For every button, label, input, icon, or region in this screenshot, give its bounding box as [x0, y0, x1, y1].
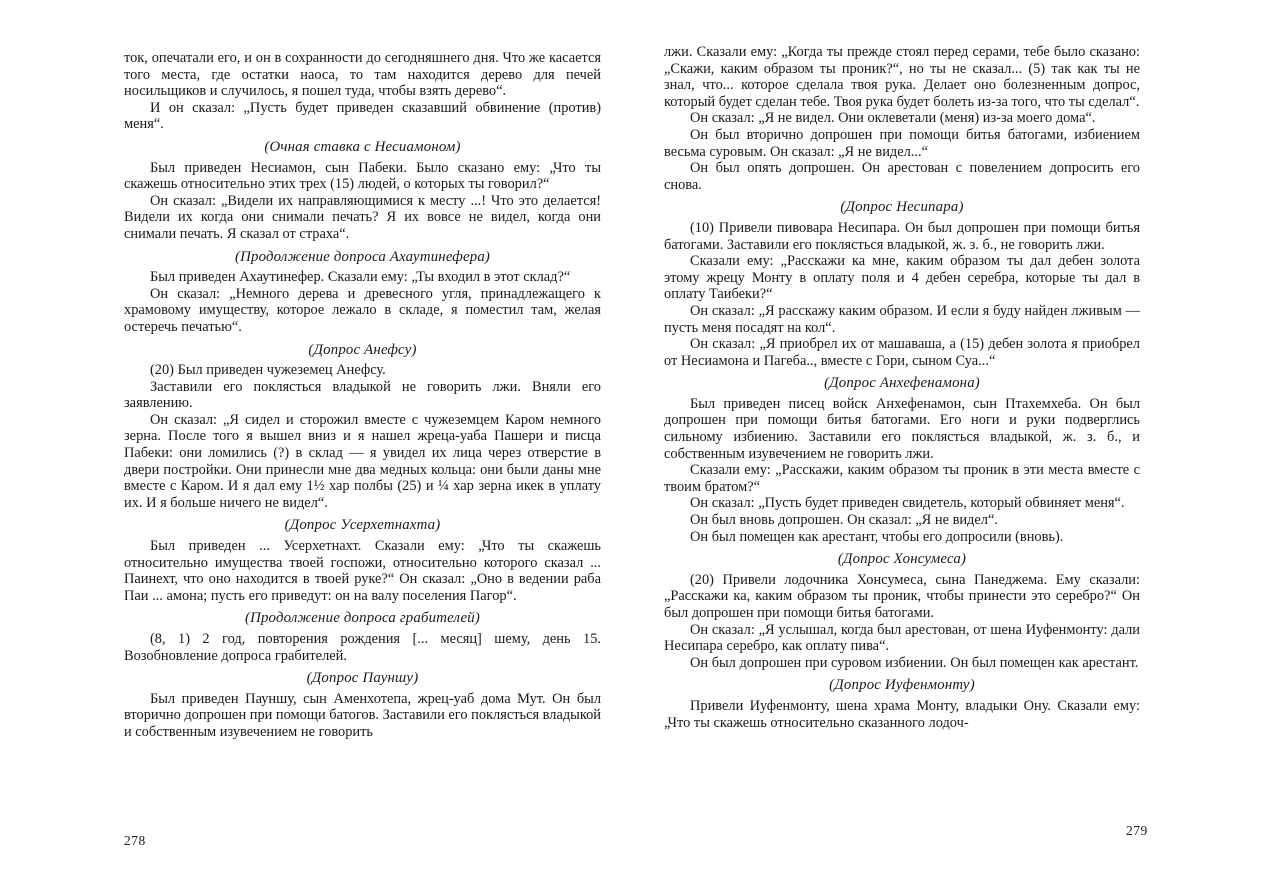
- left-page-text: [124, 50, 601, 741]
- paragraph: Он сказал: „Немного дерева и древесного угля, принадлежащего к храмовому имуществу, которое лежало в складе, я поместил там, желая остеречь печатью“.: [124, 285, 601, 335]
- paragraph: (20) Был приведен чужеземец Анефсу.: [150, 362, 386, 379]
- section-heading: (Допрос Пауншу): [306, 670, 419, 687]
- paragraph: Он сказал: „Пусть будет приведен свидетель, который обвиняет меня“.: [690, 495, 1125, 512]
- paragraph: Заставили его поклясться владыкой не говорить лжи. Вняли его заявлению.: [124, 378, 601, 412]
- paragraph: Он сказал: „Я сидел и сторожил вместе с чужеземцем Каром немного зерна. После того я вышел вниз и я нашел жреца-уаба Пашери и писца Пабеки: они ломились (?) в склад — я увидел их лица через отверстие в двери постройки. Они принесли мне два медных кольца: они были даны мне вместе с Каром. И я дал ему 1½ хар полбы (25) и ¼ хар зерна икек в уплату их. И я больше ничего не видел“.: [124, 411, 601, 511]
- paragraph: ток, опечатали его, и он в сохранности до сегодняшнего дня. Что же касается того места, где остатки наоса, то там находится дерево для печей носильщиков и случилось, я пошел туда, чтобы взять дерево“.: [124, 50, 601, 100]
- paragraph: Он был вторично допрошен при помощи битья батогами, избиением весьма суровым. Он сказал: „Я не видел...“: [664, 126, 1140, 160]
- paragraph: Он сказал: „Видели их направляющимися к месту ...! Что это делается! Видели их когда они снимали печать? Я их вовсе не видел, когда они снимали печать. Я сказал от страха“.: [124, 192, 601, 242]
- paragraph: Был приведен писец войск Анхефенамон, сын Птахемхеба. Он был допрошен при помощи битья батогами. Его ноги и руки подверглись сильному избиению. Заставили его поклясться владыкой, ж. з. б., и собственным изувечением не говорить лжи.: [664, 395, 1140, 462]
- page-number-left: 278: [124, 833, 146, 848]
- paragraph: Он был опять допрошен. Он арестован с повелением допросить его снова.: [664, 160, 1140, 193]
- section-heading: (Допрос Анхефенамона): [824, 375, 980, 392]
- paragraph: Он был вновь допрошен. Он сказал: „Я не видел“.: [690, 512, 998, 529]
- section-heading: (Допрос Анефсу): [308, 341, 417, 358]
- paragraph: Он сказал: „Я услышал, когда был арестован, от шена Иуфенмонту: дали Несипара серебро, как оплату пива“.: [664, 621, 1140, 655]
- paragraph: Он сказал: „Я не видел. Они оклеветали (меня) из-за моего дома“.: [690, 110, 1096, 127]
- paragraph: И он сказал: „Пусть будет приведен сказавший обвинение (против) меня“.: [124, 99, 601, 133]
- paragraph: Он сказал: „Я расскажу каким образом. И если я буду найден лживым — пусть меня посадят на кол“.: [664, 302, 1140, 336]
- section-heading: (Очная ставка с Несиамоном): [264, 138, 461, 155]
- section-heading: (Допрос Хонсумеса): [837, 551, 967, 568]
- paragraph: лжи. Сказали ему: „Когда ты прежде стоял перед серами, тебе было сказано: „Скажи, каким образом ты проник?“, но ты не сказал... (5) так как ты не знал, что... которое сделала твоя рука. Делает оно болезненным допрос, который будет сделан тебе. Твоя рука будет болеть из-за того, что ты сделал“.: [664, 44, 1140, 110]
- section-heading: (Допрос Усерхетнахта): [284, 517, 441, 534]
- page-number-right: 279: [1126, 823, 1148, 838]
- section-heading: (Продолжение допроса грабителей): [244, 610, 481, 627]
- paragraph: (20) Привели лодочника Хонсумеса, сына Панеджема. Ему сказали: „Расскажи ка, каким образом ты проник, чтобы принести это серебро?“ Он был допрошен при помощи битья батогами.: [664, 571, 1140, 621]
- paragraph: Сказали ему: „Расскажи ка мне, каким образом ты дал дебен золота этому жрецу Монту в оплату поля и 4 дебен серебра, которые ты дал в оплату Таибеки?“: [664, 253, 1140, 303]
- right-page: [632, 0, 1263, 893]
- paragraph: Привели Иуфенмонту, шена храма Монту, владыки Ону. Сказали ему: „Что ты скажешь относительно сказанного лодоч-: [664, 697, 1140, 731]
- paragraph: Был приведен ... Усерхетнахт. Сказали ему: „Что ты скажешь относительно имущества твоей госпожи, относительно которого сказал ... Паинехт, что оно находится в твоей руке?“ Он сказал: „Оно в ведении раба Паи ... амона; пусть его приведут: он на валу поселения Пагор“.: [124, 538, 601, 604]
- paragraph: Был приведен Ахаутинефер. Сказали ему: „Ты входил в этот склад?“: [150, 269, 571, 286]
- right-page-text: [664, 44, 1140, 731]
- paragraph: Был приведен Несиамон, сын Пабеки. Было сказано ему: „Что ты скажешь относительно этих трех (15) людей, о которых ты говорил?“: [124, 159, 601, 193]
- section-heading: (Продолжение допроса Ахаутинефера): [234, 248, 491, 265]
- paragraph: (10) Привели пивовара Несипара. Он был допрошен при помощи битья батогами. Заставили его поклясться владыкой, ж. з. б., не говорить лжи.: [664, 219, 1140, 253]
- paragraph: Он был допрошен при суровом избиении. Он был помещен как арестант.: [690, 654, 1139, 671]
- paragraph: Сказали ему: „Расскажи, каким образом ты проник в эти места вместе с твоим братом?“: [664, 462, 1140, 495]
- section-heading: (Допрос Иуфенмонту): [829, 677, 975, 694]
- paragraph: (8, 1) 2 год, повторения рождения [... месяц] шему, день 15. Возобновление допроса грабителей.: [124, 631, 601, 664]
- section-heading: (Допрос Несипара): [840, 199, 964, 216]
- paragraph: Он был помещен как арестант, чтобы его допросили (вновь).: [690, 528, 1064, 545]
- paragraph: Был приведен Пауншу, сын Аменхотепа, жрец-уаб дома Мут. Он был вторично допрошен при помощи батогов. Заставили его поклясться владыкой и собственным изувечением не говорить: [124, 690, 601, 740]
- paragraph: Он сказал: „Я приобрел их от машаваша, а (15) дебен золота я приобрел от Несиамона и Пагеба.., вместе с Гори, сыном Суа...“: [664, 336, 1140, 369]
